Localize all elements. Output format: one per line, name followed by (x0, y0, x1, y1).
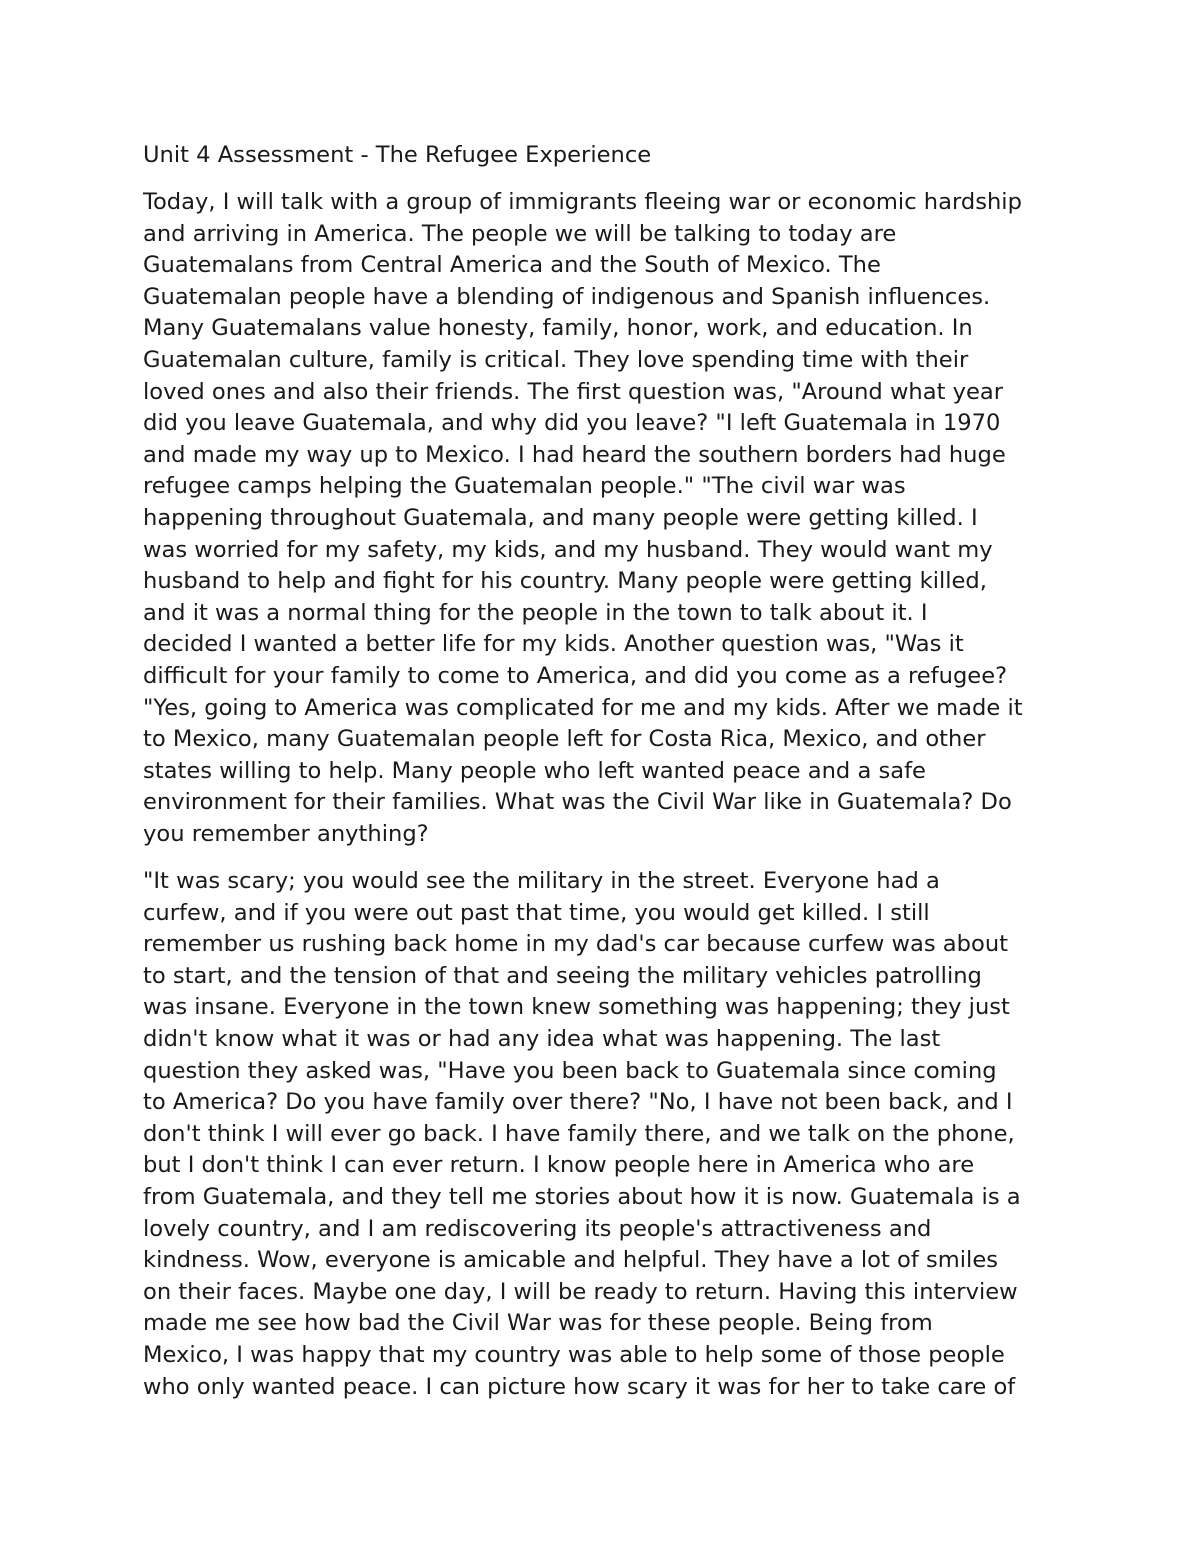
paragraph-line: lovely country, and I am rediscovering its people's attractiveness and (143, 1215, 932, 1242)
paragraph-line: remember us rushing back home in my dad's car because curfew was about (143, 931, 1008, 958)
paragraph-line: and arriving in America. The people we will be talking to today are (143, 220, 897, 247)
paragraph-line: but I don't think I can ever return. I know people here in America who are (143, 1152, 975, 1179)
paragraph-line: loved ones and also their friends. The first question was, "Around what year (143, 378, 1004, 405)
paragraph-line: states willing to help. Many people who left wanted peace and a safe (143, 757, 926, 784)
paragraph-line: difficult for your family to come to America, and did you come as a refugee? (143, 662, 1008, 689)
paragraph-line: you remember anything? (143, 820, 429, 847)
paragraph-line: question they asked was, "Have you been back to Guatemala since coming (143, 1057, 997, 1084)
paragraph-line: who only wanted peace. I can picture how scary it was for her to take care of (143, 1373, 1016, 1400)
paragraph-line: was insane. Everyone in the town knew something was happening; they just (143, 994, 1010, 1021)
paragraph-line: to start, and the tension of that and seeing the military vehicles patrolling (143, 962, 982, 989)
paragraph-line: husband to help and fight for his country. Many people were getting killed, (143, 568, 987, 595)
paragraph-line: Today, I will talk with a group of immigrants fleeing war or economic hardship (143, 189, 1022, 215)
paragraph-line: Guatemalan culture, family is critical. They love spending time with their (143, 346, 969, 373)
paragraph-line: Many Guatemalans value honesty, family, honor, work, and education. In (143, 315, 973, 342)
paragraph-1 (143, 187, 1063, 850)
paragraph-line: kindness. Wow, everyone is amicable and helpful. They have a lot of smiles (143, 1247, 998, 1274)
paragraph-line: happening throughout Guatemala, and many people were getting killed. I (143, 504, 978, 531)
paragraph-line: "Yes, going to America was complicated for me and my kids. After we made it (143, 694, 1023, 721)
paragraph-line: didn't know what it was or had any idea what was happening. The last (143, 1025, 941, 1052)
paragraph-line: don't think I will ever go back. I have family there, and we talk on the phone, (143, 1120, 1015, 1147)
paragraph-line: and it was a normal thing for the people in the town to talk about it. I (143, 599, 928, 626)
paragraph-line: was worried for my safety, my kids, and my husband. They would want my (143, 536, 993, 563)
paragraph-line: "It was scary; you would see the military in the street. Everyone had a (143, 868, 940, 894)
document-title: Unit 4 Assessment - The Refugee Experience (143, 142, 652, 168)
paragraph-line: on their faces. Maybe one day, I will be ready to return. Having this interview (143, 1278, 1018, 1305)
paragraph-line: curfew, and if you were out past that time, you would get killed. I still (143, 899, 930, 926)
paragraph-line: to America? Do you have family over there? "No, I have not been back, and I (143, 1089, 1013, 1116)
paragraph-line: environment for their families. What was the Civil War like in Guatemala? Do (143, 789, 1012, 816)
paragraph-line: Mexico, I was happy that my country was able to help some of those people (143, 1341, 1005, 1368)
paragraph-line: Guatemalan people have a blending of indigenous and Spanish influences. (143, 283, 991, 310)
paragraph-line: and made my way up to Mexico. I had heard the southern borders had huge (143, 441, 1006, 468)
paragraph-line: decided I wanted a better life for my kids. Another question was, "Was it (143, 631, 964, 658)
paragraph-line: did you leave Guatemala, and why did you leave? "I left Guatemala in 1970 (143, 410, 1001, 437)
paragraph-line: from Guatemala, and they tell me stories about how it is now. Guatemala is a (143, 1183, 1021, 1210)
paragraph-line: Guatemalans from Central America and the South of Mexico. The (143, 252, 881, 279)
paragraph-2 (143, 866, 1063, 1403)
paragraph-line: made me see how bad the Civil War was for these people. Being from (143, 1310, 933, 1337)
paragraph-line: refugee camps helping the Guatemalan people." "The civil war was (143, 473, 906, 500)
paragraph-line: to Mexico, many Guatemalan people left for Costa Rica, Mexico, and other (143, 726, 986, 753)
